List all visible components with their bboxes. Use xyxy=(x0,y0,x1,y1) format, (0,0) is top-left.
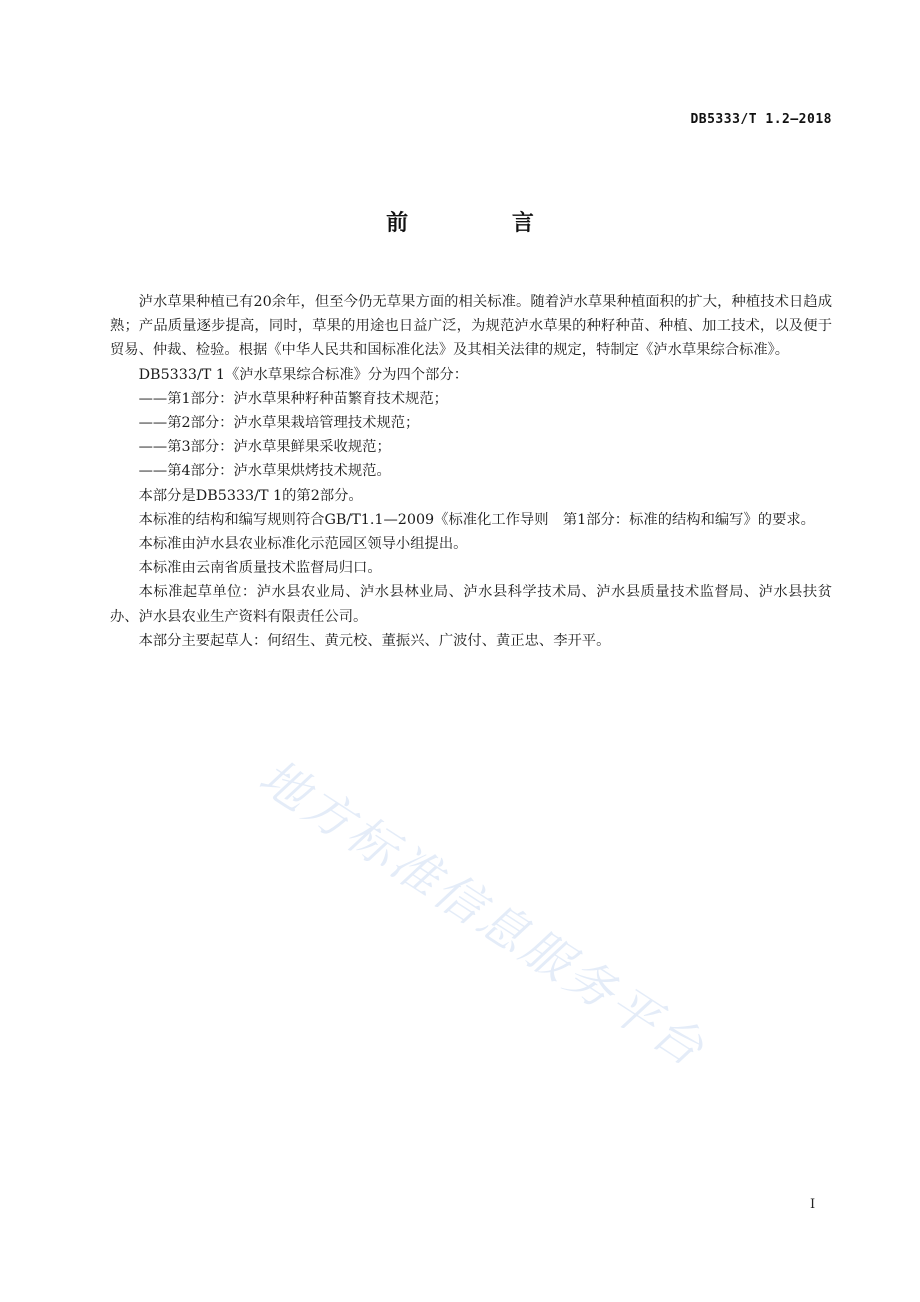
paragraph: 本标准的结构和编写规则符合GB/T1.1—2009《标准化工作导则 第1部分：标准的结构和编写》的要求。 xyxy=(138,511,815,528)
paragraph: 泸水草果种植已有20余年，但至今仍无草果方面的相关标准。随着泸水草果种植面积的扩大，种植技术日趋成熟；产品质量逐步提高，同时，草果的用途也日益广泛，为规范泸水草果的种籽种苗、种植、加工技术，以及便于贸易、仲裁、检验。根据《中华人民共和国标准化法》及其相关法律的规定，特制定《泸水草果综合标准》。 xyxy=(110,294,832,359)
paragraph: 本标准起草单位：泸水县农业局、泸水县林业局、泸水县科学技术局、泸水县质量技术监督局、泸水县扶贫办、泸水县农业生产资料有限责任公司。 xyxy=(110,584,832,625)
foreword-body xyxy=(110,290,832,653)
paragraph: 本部分是DB5333/T 1的第2部分。 xyxy=(138,487,363,504)
document-code: DB5333/T 1.2—2018 xyxy=(690,112,832,127)
paragraph: ——第4部分：泸水草果烘烤技术规范。 xyxy=(138,463,391,480)
page-title: 前 言 xyxy=(386,211,582,236)
paragraph: DB5333/T 1《泸水草果综合标准》分为四个部分： xyxy=(138,366,468,383)
paragraph: 本部分主要起草人：何绍生、黄元校、董振兴、广波付、黄正忠、李开平。 xyxy=(138,632,611,649)
paragraph: 本标准由云南省质量技术监督局归口。 xyxy=(138,560,382,577)
watermark: 地方标准信息服务平台 xyxy=(249,748,716,1079)
paragraph: ——第3部分：泸水草果鲜果采收规范； xyxy=(138,439,391,456)
paragraph: ——第1部分：泸水草果种籽种苗繁育技术规范； xyxy=(138,390,448,407)
paragraph: 本标准由泸水县农业标准化示范园区领导小组提出。 xyxy=(138,536,468,553)
page-number: I xyxy=(810,1197,816,1212)
paragraph: ——第2部分：泸水草果栽培管理技术规范； xyxy=(138,415,420,432)
